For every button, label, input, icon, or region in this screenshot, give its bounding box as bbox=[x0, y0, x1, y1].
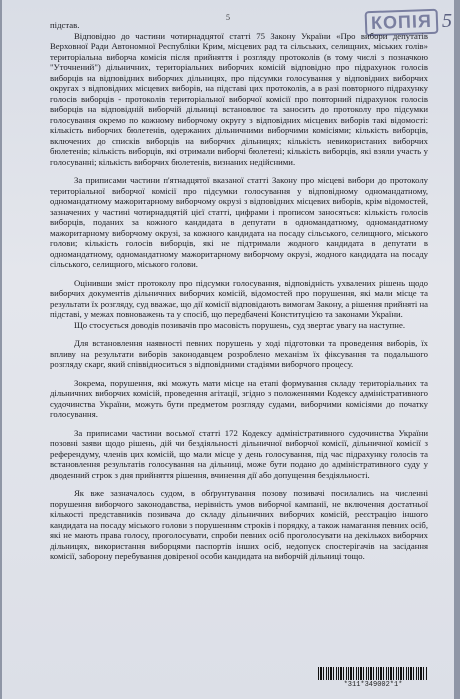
paragraph: За приписами частини восьмої статті 172 Кодексу адміністративного судочинства України позовні заяви щодо рішень, дій чи бездіяльності дільничної виборчої комісії, дільничної комісії з референдуму, членів цих комісій, що мали місце у день голосування, під час підрахунку голосів та встановлення результатів голосування на дільниці, може бути подано до адміністративного суду у дводенний строк з дня прийняття рішення, вчинення дії або допущення бездіяльності. bbox=[50, 427, 428, 480]
paragraph: підстав. bbox=[50, 20, 80, 30]
barcode-number: *311*349002*1* bbox=[343, 681, 403, 689]
paragraph: Зокрема, порушення, які можуть мати місце на етапі формування складу територіальних та дільничних виборчих комісій, проведення агітації, згідно з положеннями Кодексу адміністративного судочинства України, можуть бути предметом розгляду судами, виборчими комісіями до початку голосування. bbox=[50, 377, 428, 419]
paragraph: За приписами частини п'ятнадцятої вказаної статті Закону про місцеві вибори до протоколу територіальної виборчої комісії про підсумки голосування у відповідному одномандатному, одномандатному мажоритарному виборчому окрузі з відповідних місцевих виборів, крім відомостей, зазначених у частині чотирнадцятій цієї статті, цифрами і прописом заносяться: кількість голосів виборців, поданих за кожного кандидата в депутати в одномандатному, одномандатному мажоритарному виборчому окрузі, за кожного кандидата на посаду сільського, селищного, міського голови; кількість голосів виборців, які не підтримали жодного кандидата в депутати в одномандатному, одномандатному мажоритарному виборчому окрузі, жодного кандидата на посаду сільського, селищного, міського голови. bbox=[50, 175, 428, 269]
barcode bbox=[318, 667, 428, 680]
paragraph: Для встановлення наявності певних порушень у ході підготовки та проведення виборів, їх впливу на результати виборів законодавцем розроблено механізм їх фіксування та подальшого розгляду скарг, який співвідноситься з відповідними стадіями виборчого процесу. bbox=[50, 338, 428, 369]
paragraph: Оцінивши зміст протоколу про підсумки голосування, відповідність ухвалених рішень щодо виборчих документів дільничних виборчих комісій, відомостей про порушення, які мали місце та результати їх розгляду, суд вважає, що дії комісії відповідають вимогам Закону, а рішення прийняті на підставі, у межах повноважень та у спосіб, що передбачені Конституцією та законами України. bbox=[50, 277, 428, 319]
document-page bbox=[2, 0, 454, 699]
handwritten-page-mark: 5 bbox=[442, 10, 452, 32]
page-number: 5 bbox=[226, 13, 230, 22]
paragraph: Що стосується доводів позивачів про масовість порушень, суд звертає увагу на наступне. bbox=[74, 319, 405, 330]
document-body bbox=[50, 20, 428, 562]
paragraph: Відповідно до частини чотирнадцятої статті 75 Закону України «Про вибори депутатів Верховної Ради Автономної Республіки Крим, місцевих рад та сільських, селищних, міських голів» територіальна виборча комісія після прийняття і розгляду протоколів (в тому числі з позначкою "Уточнений") дільничних, територіальних виборчих комісій відповідно про підрахунок голосів виборців на відповідних виборчих дільницях, про підсумки голосування у відповідних виборчих округах з відповідних місцевих виборів, на підставі цих протоколів, а в разі повторного підрахунку голосів виборців - протоколів територіальної виборчої комісії про повторний підрахунок голосів виборців на відповідній виборчій дільниці встановлює та заносить до протоколу про підсумки голосування окремо по кожному виборчому округу з відповідних місцевих виборів такі відомості: кількість виборчих бюлетенів, одержаних дільничними виборчими комісіями; кількість виборців, включених до списків виборців на виборчих дільницях; кількість невикористаних виборчих бюлетенів; кількість виборців, які отримали виборчі бюлетені; кількість виборців, які взяли участь у голосуванні; кількість виборчих бюлетенів, визнаних недійсними. bbox=[50, 30, 428, 167]
copy-stamp: КОПІЯ bbox=[365, 9, 439, 37]
paragraph: Як вже зазначалось судом, в обґрунтування позову позивачі посилались на численні порушення виборчого законодавства, нерівність умов виборчої кампанії, не включення достатньої кількості представників позивача до складу дільничних виборчих комісій, реєстрацію іншого кандидата на посаду міського голови з порушенням строків і порядку, а також намагання певних осіб, які не мають права голосу, проголосувати, спроби певних осіб проголосувати на декількох виборчих дільницях, використання виборцями паспортів інших осіб, недопуск спостерігачів на засідання комісії, заборону перебування довіреної особи кандидата на виборчій дільниці тощо. bbox=[50, 488, 428, 561]
